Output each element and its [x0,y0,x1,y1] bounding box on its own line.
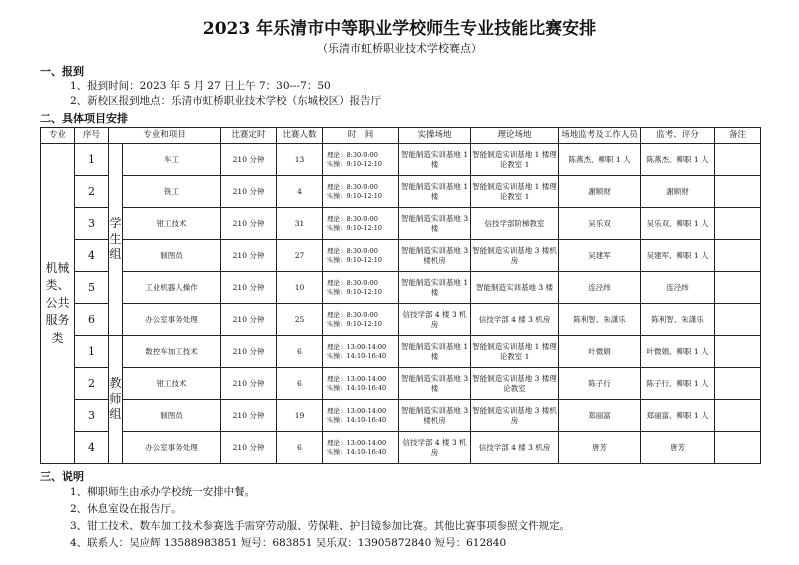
theory-time: 理论：8:30-9:00 [327,183,378,192]
project-cell: 办公室事务处理 [123,304,221,336]
staff-cell: 郑丽富 [559,400,641,432]
remark-cell [715,400,761,432]
staff-cell: 吴建军 [559,240,641,272]
theory-venue-cell: 信技学部 4 楼 3 机房 [471,432,559,464]
table-row [41,272,761,304]
student-group-cell: 学生组 [109,144,123,336]
table-row [41,336,761,368]
practice-venue-cell: 智能制造实训基地 3 楼机房 [399,240,471,272]
remark-cell [715,144,761,176]
duration-cell: 210 分钟 [221,240,277,272]
project-cell: 钳工技术 [123,368,221,400]
count-cell: 4 [277,176,323,208]
count-cell: 6 [277,432,323,464]
practice-time: 实操：9:10-12:10 [327,255,383,264]
note-1: 1、柳职师生由承办学校统一安排中餐。 [70,486,256,498]
theory-time: 理论：13:00-14:00 [327,439,387,448]
seq-cell: 5 [75,272,109,304]
practice-venue-cell: 智能制造实训基地 3 楼 [399,368,471,400]
duration-cell: 210 分钟 [221,368,277,400]
judge-cell: 叶微娟、柳职 1 人 [641,336,715,368]
judge-cell: 陈子行、柳职 1 人 [641,368,715,400]
judge-cell: 郑丽富、柳职 1 人 [641,400,715,432]
project-cell: 办公室事务处理 [123,432,221,464]
page-subtitle: （乐清市虹桥职业技术学校赛点） [317,42,482,55]
header-duration: 比赛定时 [221,128,277,144]
seq-cell: 4 [75,432,109,464]
theory-venue-cell: 智能制造实训基地 1 楼理论教室 1 [471,336,559,368]
staff-cell: 陈燕杰、柳职 1 人 [559,144,641,176]
duration-cell: 210 分钟 [221,336,277,368]
remark-cell [715,304,761,336]
project-cell: 车工 [123,144,221,176]
practice-venue-cell: 智能制造实训基地 3 楼机房 [399,400,471,432]
header-theory: 理论场地 [471,128,559,144]
section-heading-schedule: 二、具体项目安排 [40,112,128,125]
header-time: 时 间 [323,128,399,144]
time-cell [323,400,399,432]
practice-venue-cell: 信技学部 4 楼 3 机房 [399,432,471,464]
judge-cell: 连泾纬 [641,272,715,304]
duration-cell: 210 分钟 [221,432,277,464]
header-practice: 实操场地 [399,128,471,144]
practice-time: 实操：14:10-16:40 [327,447,387,456]
page-title: 2023 年乐清市中等职业学校师生专业技能比赛安排 [202,19,597,39]
time-cell [323,272,399,304]
practice-venue-cell: 智能制造实训基地 1 楼 [399,336,471,368]
header-judge: 监考、评分 [641,128,715,144]
table-header-row [41,128,761,144]
duration-cell: 210 分钟 [221,144,277,176]
count-cell: 31 [277,208,323,240]
header-staff: 场地监考及工作人员 [559,128,641,144]
project-cell: 铣工 [123,176,221,208]
judge-cell: 吴乐双、柳职 1 人 [641,208,715,240]
seq-cell: 4 [75,240,109,272]
checkin-time: 1、报到时间：2023 年 5 月 27 日上午 7：30---7：50 [70,80,331,92]
judge-cell: 謝顺财 [641,176,715,208]
count-cell: 10 [277,272,323,304]
time-cell [323,208,399,240]
header-remark: 备注 [715,128,761,144]
table-row [41,144,761,176]
practice-venue-cell: 智能制造实训基地 1 楼 [399,176,471,208]
duration-cell: 210 分钟 [221,272,277,304]
practice-time: 实操：14:10-16:40 [327,415,387,424]
theory-time: 理论：8:30-9:00 [327,279,378,288]
count-cell: 25 [277,304,323,336]
practice-time: 实操：9:10-12:10 [327,319,383,328]
practice-time: 实操：9:10-12:10 [327,287,383,296]
practice-venue-cell: 智能制造实训基地 1 楼 [399,272,471,304]
theory-time: 理论：8:30-9:00 [327,215,378,224]
section-heading-notes: 三、说明 [40,470,84,483]
theory-venue-cell: 智能制造实训基地 1 楼理论教室 1 [471,176,559,208]
time-cell [323,336,399,368]
practice-venue-cell: 智能制造实训基地 3 楼 [399,208,471,240]
note-4: 4、联系人：吴应辉 13588983851 短号：683851 吴乐双：13905872840 短号：612840 [70,537,507,549]
remark-cell [715,432,761,464]
project-cell: 工业机器人操作 [123,272,221,304]
schedule-table [40,127,761,464]
header-project: 专业和项目 [109,128,221,144]
staff-cell: 謝顺财 [559,176,641,208]
table-row [41,400,761,432]
theory-time: 理论：13:00-14:00 [327,407,387,416]
practice-venue-cell: 信技学部 4 楼 3 机房 [399,304,471,336]
count-cell: 6 [277,368,323,400]
remark-cell [715,208,761,240]
theory-time: 理论：8:30-9:00 [327,311,378,320]
practice-time: 实操：14:10-16:40 [327,383,387,392]
count-cell: 19 [277,400,323,432]
theory-time: 理论：8:30-9:00 [327,151,378,160]
theory-venue-cell: 智能制造实训基地 3 楼 [471,272,559,304]
judge-cell: 吴建军、柳职 1 人 [641,240,715,272]
header-count: 比赛人数 [277,128,323,144]
theory-venue-cell: 智能制造实训基地 3 楼机房 [471,240,559,272]
table-row [41,240,761,272]
remark-cell [715,336,761,368]
project-cell: 钳工技术 [123,208,221,240]
staff-cell: 陈子行 [559,368,641,400]
table-row [41,368,761,400]
seq-cell: 1 [75,336,109,368]
seq-cell: 3 [75,400,109,432]
practice-time: 实操：9:10-12:10 [327,191,383,200]
theory-venue-cell: 信技学部 4 楼 3 机房 [471,304,559,336]
table-row [41,432,761,464]
practice-time: 实操：9:10-12:10 [327,223,383,232]
theory-time: 理论：8:30-9:00 [327,247,378,256]
seq-cell: 6 [75,304,109,336]
count-cell: 6 [277,336,323,368]
note-3: 3、钳工技术、数车加工技术参赛选手需穿劳动服、劳保鞋、护目镜参加比赛。其他比赛事项参照文件规定。 [70,520,571,532]
time-cell [323,368,399,400]
judge-cell: 陈利智、朱潇乐 [641,304,715,336]
practice-venue-cell: 智能制造实训基地 1 楼 [399,144,471,176]
theory-venue-cell: 智能制造实训基地 3 楼机房 [471,400,559,432]
time-cell [323,144,399,176]
time-cell [323,240,399,272]
seq-cell: 1 [75,144,109,176]
staff-cell: 叶微娟 [559,336,641,368]
count-cell: 27 [277,240,323,272]
project-cell: 制图员 [123,240,221,272]
project-cell: 数控车加工技术 [123,336,221,368]
header-seq: 序号 [75,128,109,144]
duration-cell: 210 分钟 [221,304,277,336]
table-row [41,176,761,208]
table-row [41,208,761,240]
note-2: 2、休息室设在报告厅。 [70,503,182,515]
time-cell [323,176,399,208]
time-cell [323,304,399,336]
staff-cell: 吴乐双 [559,208,641,240]
seq-cell: 2 [75,176,109,208]
judge-cell: 陈燕杰、柳职 1 人 [641,144,715,176]
practice-time: 实操：9:10-12:10 [327,159,383,168]
project-cell: 制图员 [123,400,221,432]
checkin-location: 2、新校区报到地点：乐清市虹桥职业技术学校（东城校区）报告厅 [70,95,382,107]
theory-venue-cell: 智能制造实训基地 3 楼理论教室 [471,368,559,400]
staff-cell: 陈利智、朱潇乐 [559,304,641,336]
teacher-group-cell: 教师组 [109,336,123,464]
judge-cell: 唐芳 [641,432,715,464]
header-major: 专业 [41,128,75,144]
remark-cell [715,368,761,400]
theory-time: 理论：13:00-14:00 [327,343,387,352]
theory-time: 理论：13:00-14:00 [327,375,387,384]
staff-cell: 连泾纬 [559,272,641,304]
section-heading-checkin: 一、报到 [40,65,84,78]
seq-cell: 2 [75,368,109,400]
time-cell [323,432,399,464]
duration-cell: 210 分钟 [221,400,277,432]
remark-cell [715,240,761,272]
staff-cell: 唐芳 [559,432,641,464]
theory-venue-cell: 信技学部阶梯教室 [471,208,559,240]
duration-cell: 210 分钟 [221,176,277,208]
duration-cell: 210 分钟 [221,208,277,240]
major-cell: 机械类、公共服务类 [41,144,75,464]
remark-cell [715,176,761,208]
count-cell: 13 [277,144,323,176]
theory-venue-cell: 智能制造实训基地 1 楼理论教室 1 [471,144,559,176]
table-row [41,304,761,336]
remark-cell [715,272,761,304]
practice-time: 实操：14:10-16:40 [327,351,387,360]
seq-cell: 3 [75,208,109,240]
